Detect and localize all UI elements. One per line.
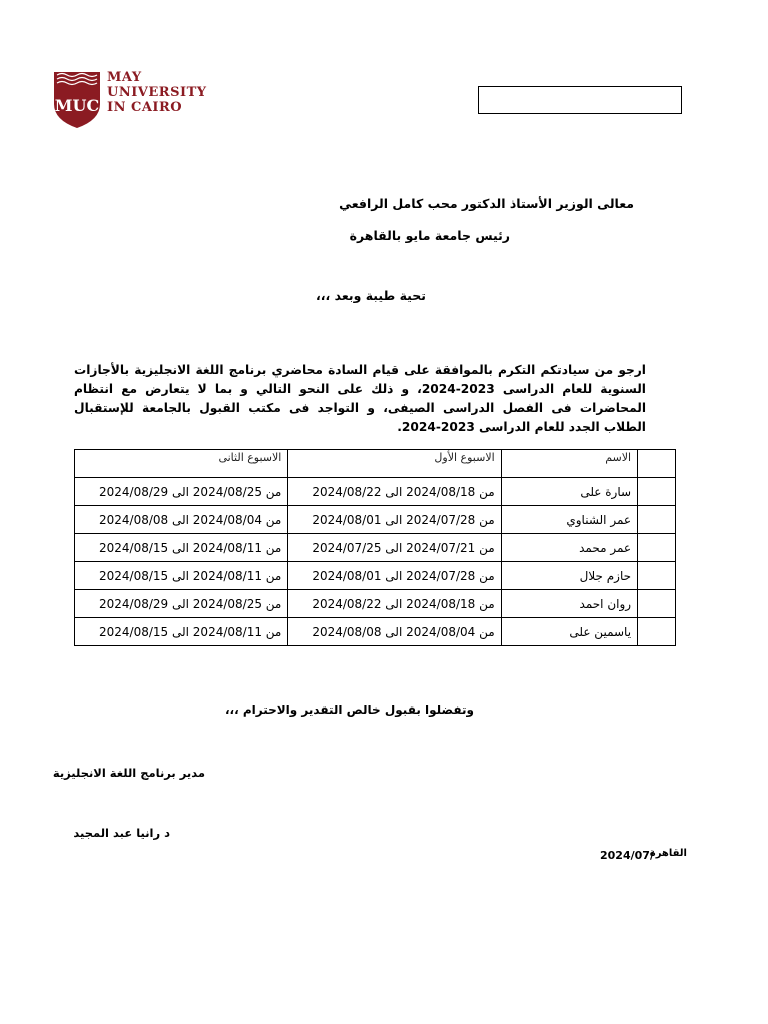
signature-title: مدير برنامج اللغة الانجليزية [52,766,205,780]
cell-name: عمر محمد [501,534,637,562]
cell-name: روان احمد [501,590,637,618]
logo-wordmark [107,70,207,115]
cell-name: حازم جلال [501,562,637,590]
header-cell-name: الاسم [501,450,637,478]
table-row [75,506,676,534]
header-cell-empty [638,450,676,478]
cell-week1: من 2024/07/21 الى 2024/07/25 [288,534,501,562]
closing-line: وتفضلوا بقبول خالص التقدير والاحترام ،،، [224,703,474,717]
table-row [75,478,676,506]
cell-empty [638,534,676,562]
header-cell-week1: الاسبوع الأول [288,450,501,478]
svg-text:MUC: MUC [54,96,100,115]
cell-week1: من 2024/07/28 الى 2024/08/01 [288,506,501,534]
cell-empty [638,590,676,618]
signature-name: د رانيا عبد المجيد [73,826,170,840]
cell-name: ياسمين على [501,618,637,646]
table-row [75,534,676,562]
table-row [75,618,676,646]
cell-week2: من 2024/08/25 الى 2024/08/29 [75,478,288,506]
cell-empty [638,506,676,534]
shield-emblem [54,72,100,128]
reference-box [478,86,682,114]
letter-body: ارجو من سيادتكم التكرم بالموافقة على قيام السادة محاضري برنامج اللغة الانجليزية بالأجازات السنوية للعام الدراسى 2023-2024، و ذلك على النحو التالي و بما لا يتعارض مع انتظام المحاضرات فى الفصل الدراسى الصيفى، و التواجد فى مكتب القبول بالجامعة للإستقبال الطلاب الجدد للعام الدراسى 2023-2024. [74,363,646,434]
cell-week2: من 2024/08/25 الى 2024/08/29 [75,590,288,618]
table-row [75,590,676,618]
cell-week2: من 2024/08/11 الى 2024/08/15 [75,534,288,562]
logo-line-1: MAY [107,70,142,85]
cell-week1: من 2024/08/04 الى 2024/08/08 [288,618,501,646]
cell-empty [638,562,676,590]
place-label: القاهرة [649,848,687,859]
cell-week2: من 2024/08/04 الى 2024/08/08 [75,506,288,534]
cell-week1: من 2024/08/18 الى 2024/08/22 [288,478,501,506]
logo-line-3: IN CAIRO [107,100,183,115]
cell-empty [638,618,676,646]
addressee-title: رئيس جامعة مايو بالقاهرة [349,228,510,243]
addressee-line: معالى الوزير الأستاذ الدكتور محب كامل الرافعي [339,196,634,211]
leave-schedule-table [74,449,676,646]
letter-date: 2024/07/ [600,849,654,862]
greeting: تحية طيبة وبعد ،،، [316,288,426,303]
cell-week2: من 2024/08/11 الى 2024/08/15 [75,562,288,590]
cell-week1: من 2024/07/28 الى 2024/08/01 [288,562,501,590]
cell-week2: من 2024/08/11 الى 2024/08/15 [75,618,288,646]
table-header-row [75,450,676,478]
cell-name: عمر الشناوي [501,506,637,534]
logo-line-2: UNIVERSITY [107,85,207,100]
table-row [75,562,676,590]
cell-empty [638,478,676,506]
cell-name: سارة على [501,478,637,506]
cell-week1: من 2024/08/18 الى 2024/08/22 [288,590,501,618]
header-cell-week2: الاسبوع الثانى [75,450,288,478]
